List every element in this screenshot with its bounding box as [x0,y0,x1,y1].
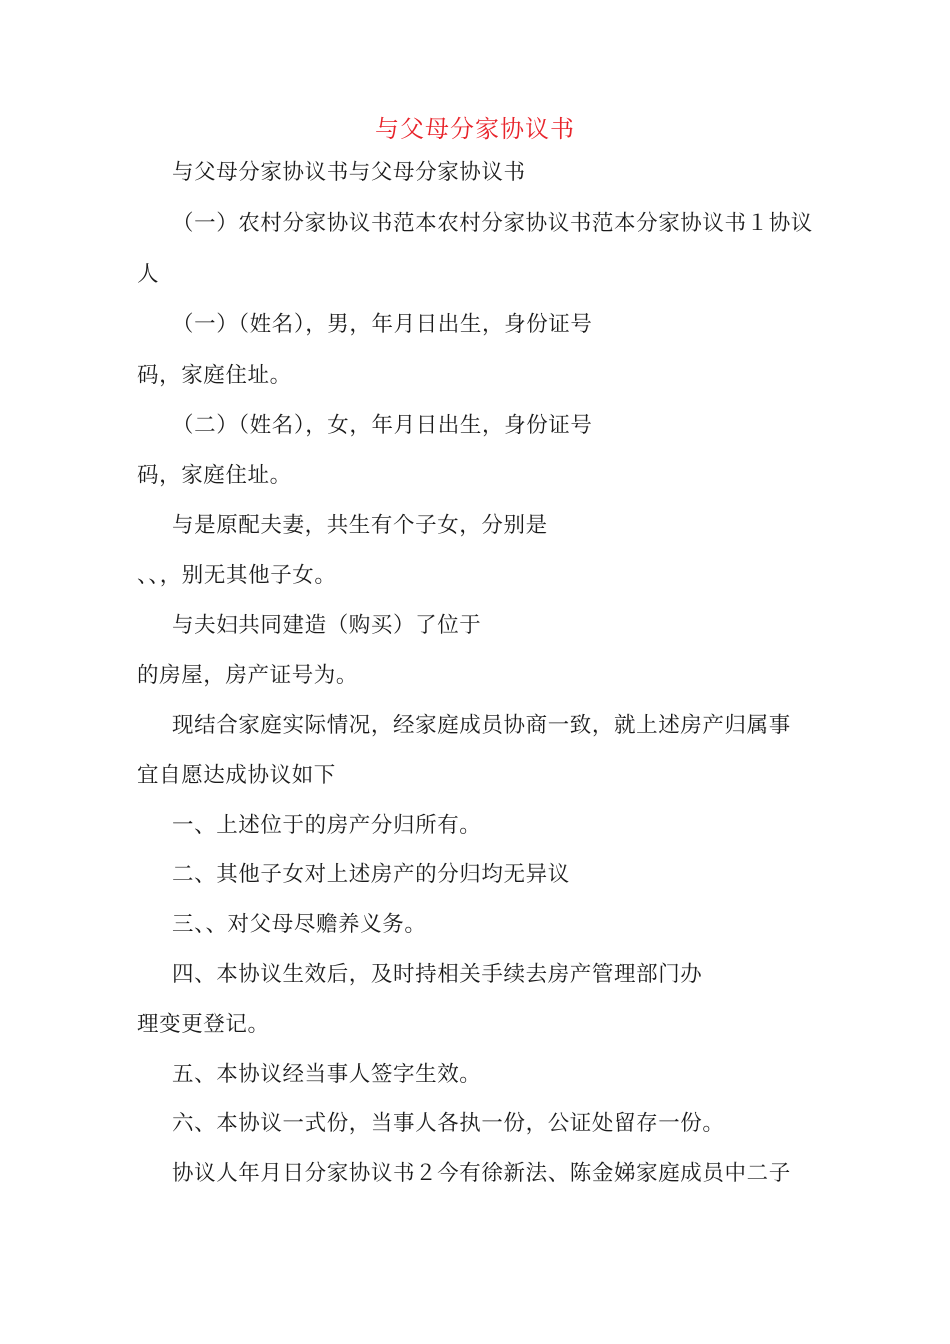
paragraph-line: 与是原配夫妻，共生有个子女，分别是 [172,513,548,538]
paragraph-line: 四、本协议生效后，及时持相关手续去房产管理部门办 [172,962,703,987]
paragraph-line: 的房屋，房产证号为。 [137,663,359,688]
paragraph-line: 人 [137,262,160,287]
paragraph-line: 与夫妇共同建造（购买）了位于 [172,613,482,638]
paragraph-line: 一、上述位于的房产分归所有。 [172,813,482,838]
paragraph-line: 宜自愿达成协议如下 [137,763,336,788]
paragraph-line: 三、、对父母尽赡养义务。 [172,912,427,937]
paragraph-line: 五、本协议经当事人签字生效。 [172,1062,482,1087]
paragraph-line: 协议人年月日分家协议书２今有徐新法、陈金娣家庭成员中二子 [172,1161,791,1186]
document-title: 与父母分家协议书 [375,115,575,143]
paragraph-line: （一）农村分家协议书范本农村分家协议书范本分家协议书１协议 [172,211,813,236]
paragraph-line: 码，家庭住址。 [137,463,292,488]
paragraph-line: 六、本协议一式份，当事人各执一份，公证处留存一份。 [172,1111,725,1136]
paragraph-line: 二、其他子女对上述房产的分归均无异议 [172,862,570,887]
paragraph-line: 现结合家庭实际情况，经家庭成员协商一致，就上述房产归属事 [172,713,791,738]
paragraph-line: 与父母分家协议书与父母分家协议书 [172,160,526,185]
paragraph-line: 码，家庭住址。 [137,363,292,388]
paragraph-line: 、、，别无其他子女。 [137,563,337,588]
paragraph-line: 理变更登记。 [137,1012,270,1037]
paragraph-line: （一）（姓名），男，年月日出生，身份证号 [172,312,593,337]
paragraph-line: （二）（姓名），女，年月日出生，身份证号 [172,413,593,438]
